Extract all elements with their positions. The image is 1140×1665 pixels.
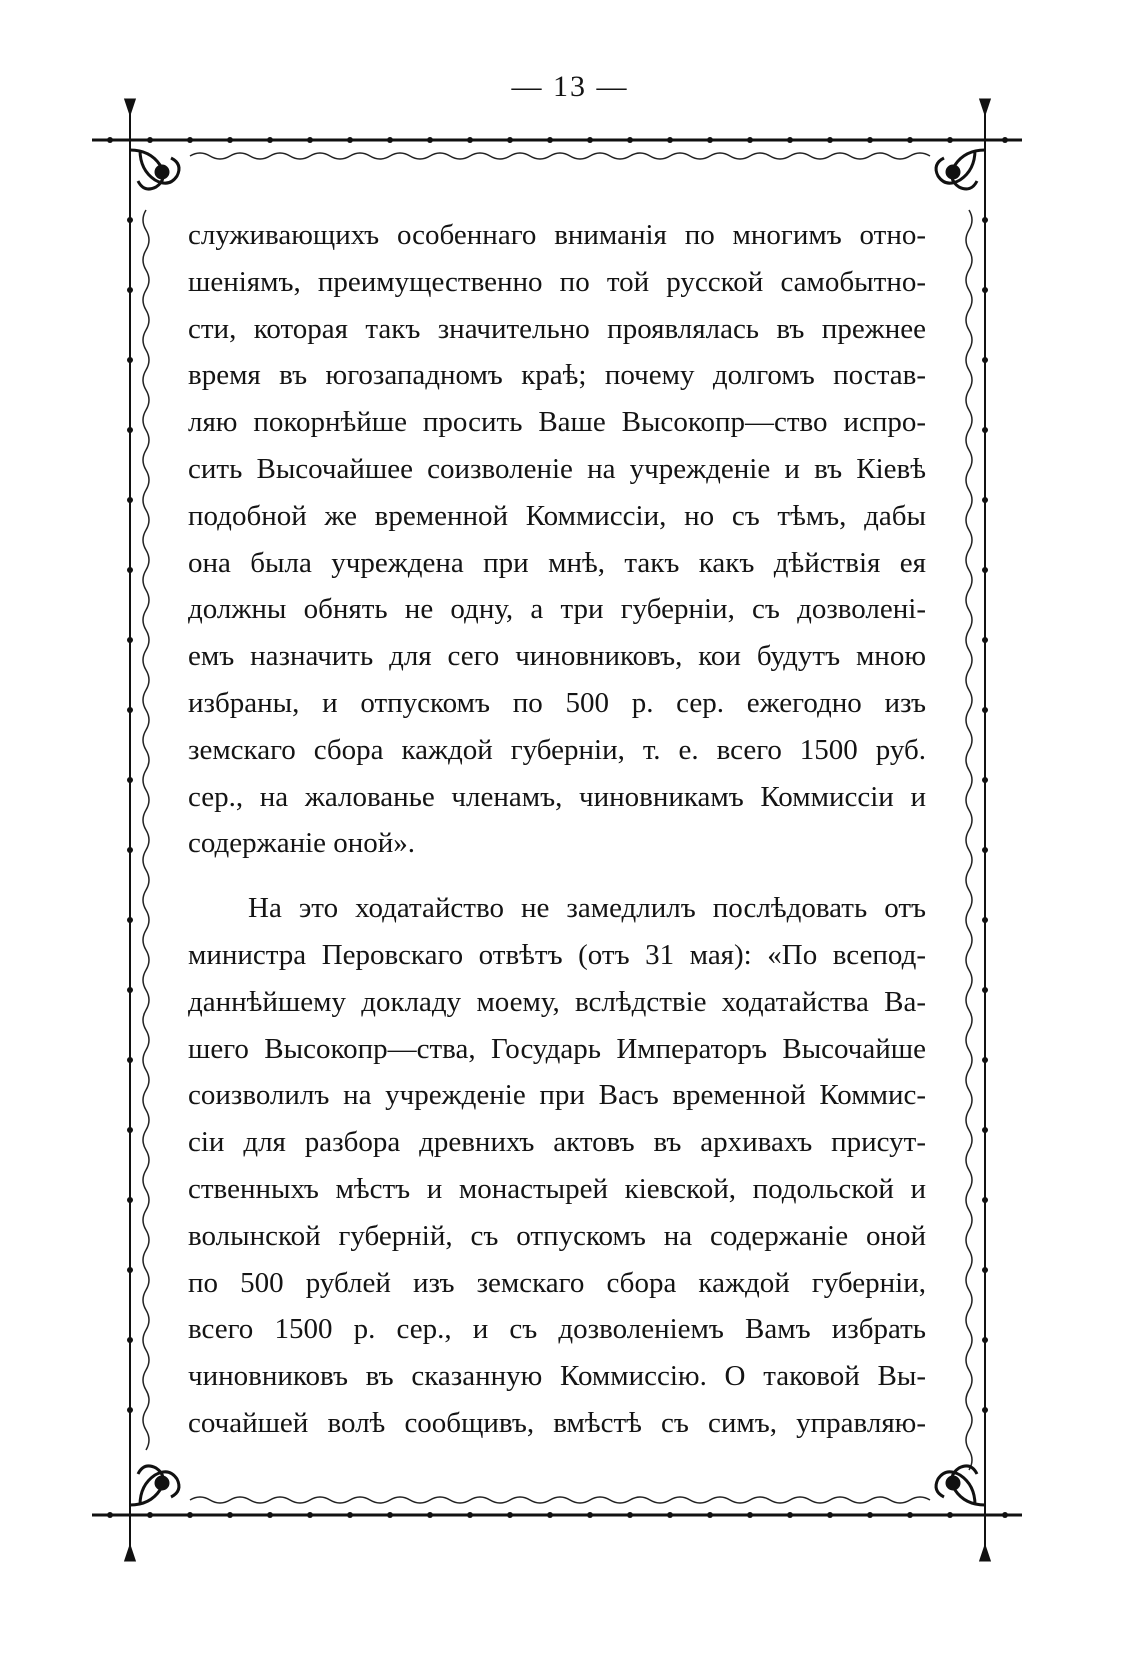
text-line: по 500 рублей изъ земскаго сбора каждой губерніи, <box>188 1266 926 1299</box>
text-line: емъ назначить для сего чиновниковъ, кои будутъ мною <box>188 640 926 673</box>
right-inner-wave <box>966 210 972 1470</box>
text-line: сить Высочайшее соизволеніе на учрежденіе и въ Кіевѣ <box>188 452 926 485</box>
corner-ornament-bottom-left <box>126 1466 179 1560</box>
text-line: всего 1500 р. сер., и съ дозволеніемъ Вамъ избрать <box>188 1313 926 1346</box>
text-line: ственныхъ мѣстъ и монастырей кіевской, подольской и <box>188 1172 926 1205</box>
text-line: избраны, и отпускомъ по 500 р. сер. ежегодно изъ <box>188 686 926 719</box>
bottom-inner-wave <box>190 1497 930 1503</box>
text-line: ляю покорнѣйше просить Ваше Высокопр—ство испро- <box>188 406 926 439</box>
corner-ornament-top-left <box>126 100 179 189</box>
text-line: шеніямъ, преимущественно по той русской самобытно- <box>188 265 926 298</box>
text-line: подобной же временной Коммиссіи, но съ тѣмъ, дабы <box>188 499 926 532</box>
paragraph-2 <box>188 885 926 1447</box>
text-line: содержаніе оной». <box>188 827 416 860</box>
text-line: она была учреждена при мнѣ, такъ какъ дѣйствія ея <box>188 546 926 579</box>
text-line: соизволилъ на учрежденіе при Васъ временной Коммис- <box>188 1079 926 1112</box>
text-line: время въ югозападномъ краѣ; почему долгомъ постав- <box>188 359 926 392</box>
text-line: волынской губерній, съ отпускомъ на содержаніе оной <box>188 1219 926 1252</box>
paragraph-1 <box>188 212 926 867</box>
left-inner-wave <box>143 210 149 1450</box>
text-line: служивающихъ особеннаго вниманія по многимъ отно- <box>188 219 926 251</box>
text-line: сер., на жалованье членамъ, чиновникамъ Коммиссіи и <box>188 780 926 813</box>
text-line: чиновниковъ въ сказанную Коммиссію. О таковой Вы- <box>188 1360 926 1393</box>
text-line: сочайшей волѣ сообщивъ, вмѣстѣ съ симъ, управляю- <box>188 1406 926 1439</box>
page-number: — 13 — <box>511 70 629 103</box>
corner-ornament-bottom-right <box>936 1466 989 1560</box>
top-inner-wave <box>190 153 930 159</box>
text-line: земскаго сбора каждой губерніи, т. е. всего 1500 руб. <box>188 733 926 766</box>
text-line: шего Высокопр—ства, Государь Императоръ Высочайше <box>188 1032 926 1065</box>
text-line: сіи для разбора древнихъ актовъ въ архивахъ присут- <box>188 1126 926 1159</box>
text-line: министра Перовскаго отвѣтъ (отъ 31 мая): «По всепод- <box>188 938 926 971</box>
text-line: сти, которая такъ значительно проявлялась въ прежнее <box>188 312 926 345</box>
text-line: На это ходатайство не замедлилъ послѣдовать отъ <box>248 892 926 925</box>
text-line: должны обнять не одну, а три губерніи, съ дозволені- <box>188 593 926 626</box>
corner-ornament-top-right <box>936 100 989 189</box>
text-line: даннѣйшему докладу моему, вслѣдствіе ходатайства Ва- <box>188 985 926 1018</box>
body-text <box>188 212 926 1447</box>
